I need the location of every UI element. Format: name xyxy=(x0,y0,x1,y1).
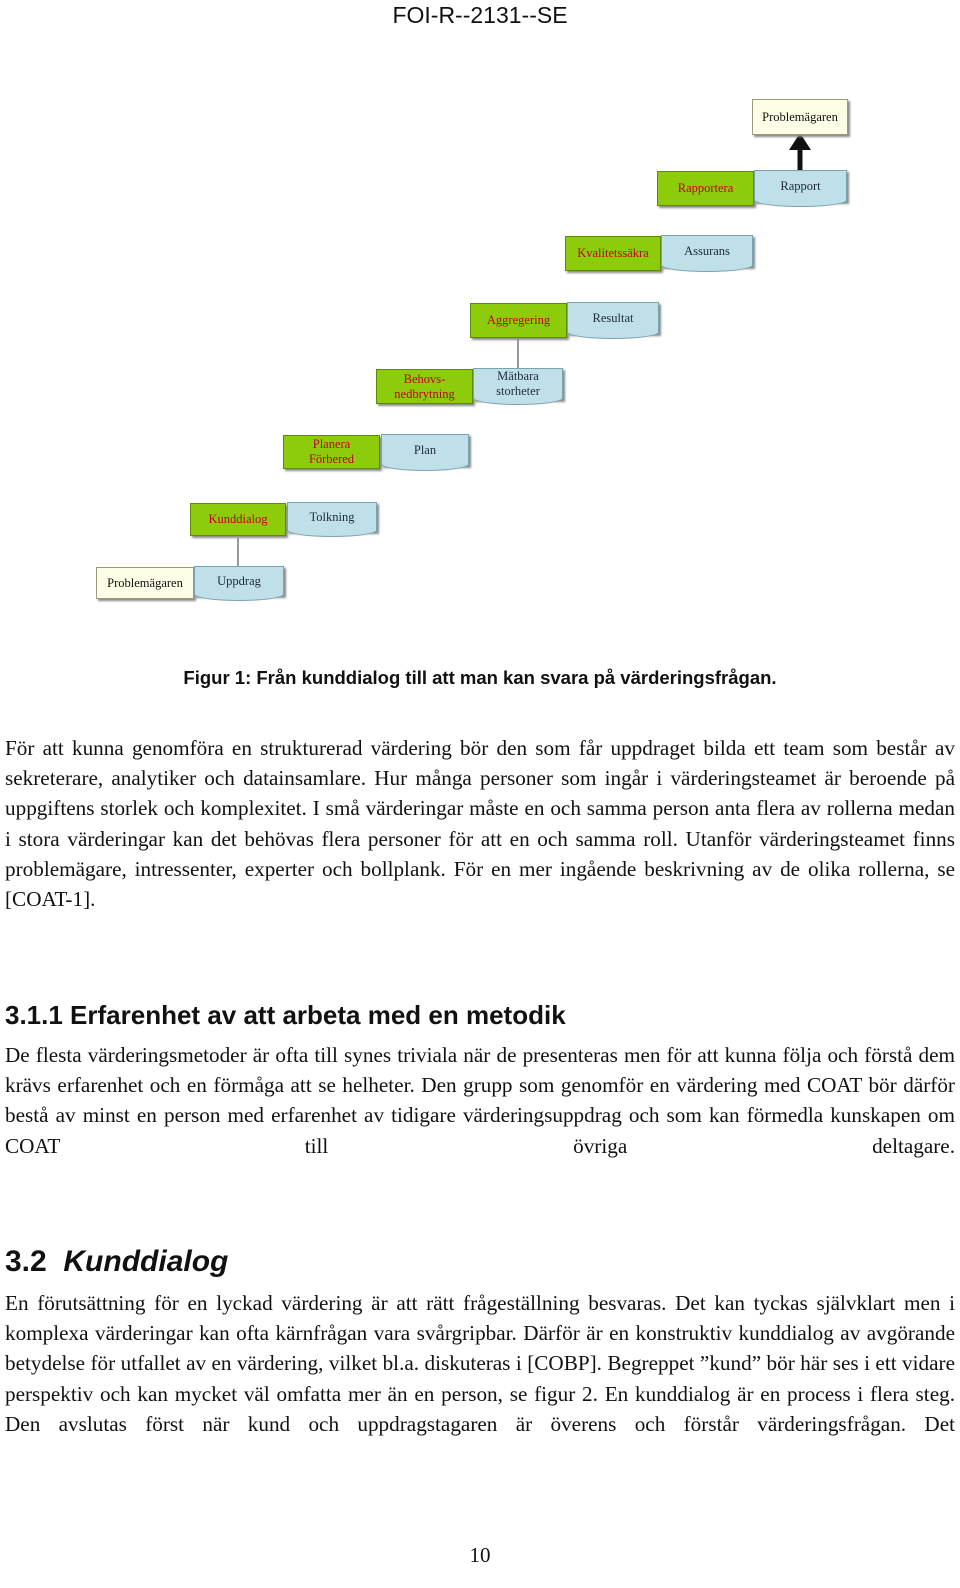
output-label: Resultat xyxy=(592,310,634,325)
figure-caption: Figur 1: Från kunddialog till att man kan svara på värderingsfrågan. xyxy=(183,667,777,688)
output-box-tolkning xyxy=(287,502,377,532)
action-box-rapportera xyxy=(657,171,754,206)
arrowhead-to-problemagaren xyxy=(789,133,811,150)
output-label: Mätbara storheter xyxy=(496,369,540,398)
output-label: Rapport xyxy=(780,178,821,193)
section-title: Kunddialog xyxy=(63,1245,229,1278)
output-label: Assurans xyxy=(684,243,730,258)
section-number: 3.2 xyxy=(5,1245,47,1278)
action-box-planera xyxy=(283,435,380,469)
action-box-kvalitetssakra xyxy=(565,236,661,271)
output-box-assurans xyxy=(661,235,753,267)
end-actor-box xyxy=(752,99,848,135)
action-label: Planera Förbered xyxy=(308,437,355,466)
end-actor-label: Problemägaren xyxy=(762,109,838,124)
output-box-plan xyxy=(381,434,469,466)
body-paragraph-1: För att kunna genomföra en strukturerad värdering bör den som får uppdraget bilda ett team som består av sekreterare, analytiker och datainsamlare. Hur många personer som ingår i värderingsteamet är beroende på uppgiftens storlek och komplexitet. I små värderingar måste en och samma person anta flera av rollerna medan i stora värderingar kan det behövas flera personer för att en och samma roll. Utanför värderingsteamet finns problemägare, intressenter, experter och bollplank. För en mer ingående beskrivning av de olika rollerna, se [COAT-1]. xyxy=(5,736,955,912)
body-paragraph-2: De flesta värderingsmetoder är ofta till synes triviala när de presenteras men för att kunna följa och förstå dem krävs erfarenhet och en förmåga att se helheter. Den grupp som genomför en värdering med COAT bör därför bestå av minst en person med erfarenhet av tidigare värderingsuppdrag och som kan förmedla kunskapen om COAT till övriga deltagare. xyxy=(5,1043,955,1158)
start-output-box xyxy=(194,566,284,596)
action-label: Aggregering xyxy=(486,313,551,327)
action-box-kunddialog xyxy=(190,503,286,536)
document-id-header: FOI-R--2131--SE xyxy=(392,2,568,28)
action-box-behovsnedbrytning xyxy=(376,369,473,404)
body-paragraph-3: En förutsättning för en lyckad värdering är att rätt frågeställning besvaras. Det kan tyckas självklart men i komplexa värderingar kan ofta kärnfrågan vara svårgripbar. Därför är en konstruktiv kunddialog av avgörande betydelse för utfallet av en värdering, vilket bl.a. diskuteras i [COBP]. Begreppet ”kund” bör här ses i ett vidare perspektiv och kan mycket väl omfatta mer än en person, se figur 2. En kunddialog är en process i flera steg. Den avslutas först när kund och uppdragstagaren är överens och förstår värderingsfrågan. Det xyxy=(5,1291,955,1436)
output-box-rapport xyxy=(754,170,847,202)
action-label: Kunddialog xyxy=(208,512,268,526)
section-heading-3-1-1: 3.1.1 Erfarenhet av att arbeta med en metodik xyxy=(5,1000,566,1030)
start-actor-box xyxy=(96,567,194,599)
output-box-matbara-storheter xyxy=(473,368,563,400)
process-diagram xyxy=(0,0,960,640)
action-label: Rapportera xyxy=(677,181,734,195)
page-number: 10 xyxy=(469,1543,491,1567)
action-label: Behovs- nedbrytning xyxy=(394,371,455,401)
section-heading-3-2 xyxy=(5,1245,228,1279)
output-box-resultat xyxy=(567,302,659,334)
output-label: Plan xyxy=(413,442,437,457)
start-actor-label: Problemägaren xyxy=(107,575,183,590)
action-label: Kvalitetssäkra xyxy=(577,246,649,260)
output-label: Tolkning xyxy=(309,509,355,524)
start-output-label: Uppdrag xyxy=(217,573,261,588)
action-box-aggregering xyxy=(470,303,567,338)
